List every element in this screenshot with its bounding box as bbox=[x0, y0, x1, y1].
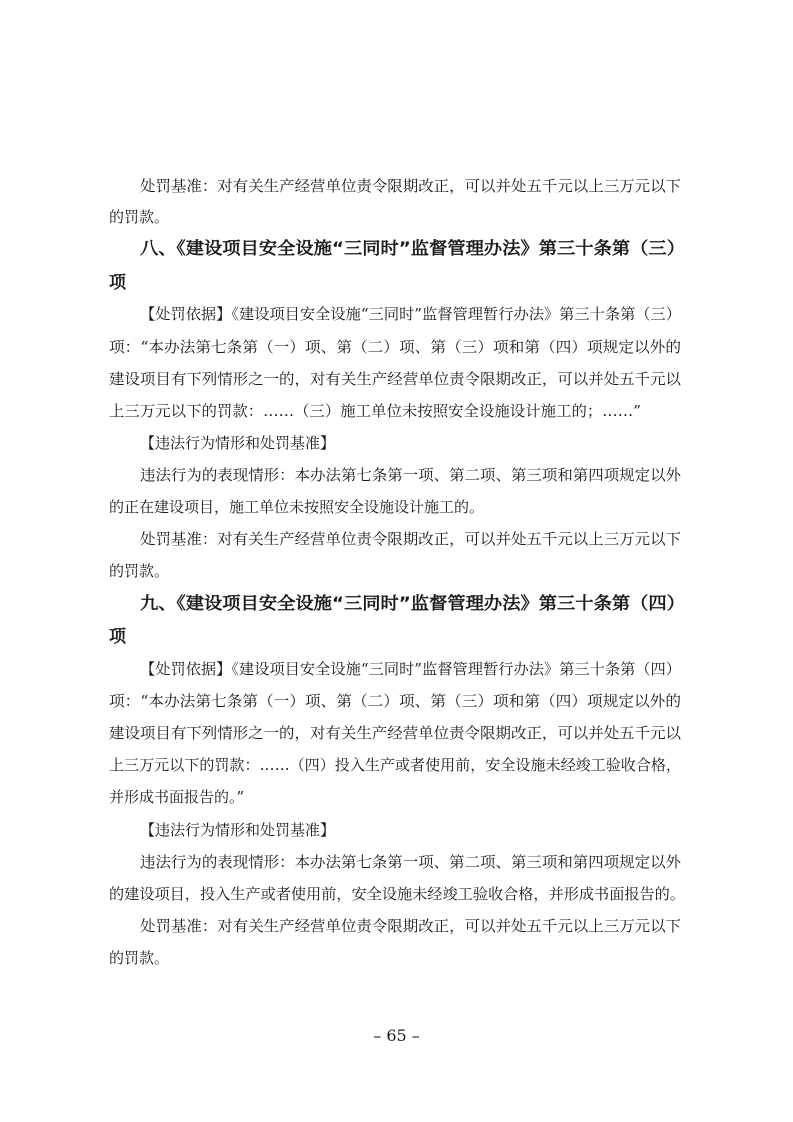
paragraph-line bbox=[0, 749, 793, 781]
paragraph-line bbox=[0, 201, 793, 233]
line-text: 违法行为的表现情形：本办法第七条第一项、第二项、第三项和第四项规定以外 bbox=[140, 466, 681, 484]
line-text: 【处罚依据】《建设项目安全设施“三同时”监督管理暂行办法》第三十条第（三） bbox=[140, 305, 681, 323]
line-text: 的正在建设项目，施工单位未按照安全设施设计施工的。 bbox=[109, 498, 485, 516]
paragraph-line bbox=[0, 555, 793, 587]
line-text: 项：“本办法第七条第（一）项、第（二）项、第（三）项和第（四）项规定以外的 bbox=[109, 692, 681, 710]
line-text: 并形成书面报告的。” bbox=[109, 788, 245, 806]
line-text: 处罚基准：对有关生产经营单位责令限期改正，可以并处五千元以上三万元以下 bbox=[140, 917, 681, 935]
line-text: 【处罚依据】《建设项目安全设施“三同时”监督管理暂行办法》第三十条第（四） bbox=[140, 660, 681, 678]
section-heading bbox=[0, 588, 793, 620]
section-heading-continuation bbox=[0, 621, 793, 653]
page-number: – 65 – bbox=[373, 1026, 420, 1045]
subsection-label bbox=[0, 427, 793, 459]
paragraph-line bbox=[0, 846, 793, 878]
line-text: 的罚款。 bbox=[109, 208, 170, 226]
paragraph-line bbox=[0, 878, 793, 910]
paragraph-line bbox=[0, 491, 793, 523]
paragraph-line bbox=[0, 781, 793, 813]
subsection-label bbox=[0, 814, 793, 846]
line-text: 上三万元以下的罚款：……（四）投入生产或者使用前，安全设施未经竣工验收合格， bbox=[109, 756, 681, 774]
paragraph-line bbox=[0, 523, 793, 555]
heading-text: 项 bbox=[109, 273, 126, 293]
paragraph-line bbox=[0, 363, 793, 395]
line-text: 处罚基准：对有关生产经营单位责令限期改正，可以并处五千元以上三万元以下 bbox=[140, 530, 681, 548]
section-heading bbox=[0, 233, 793, 265]
line-text: 违法行为的表现情形：本办法第七条第一项、第二项、第三项和第四项规定以外 bbox=[140, 853, 681, 871]
heading-text: 九、《建设项目安全设施“三同时”监督管理办法》第三十条第（四） bbox=[140, 594, 685, 614]
line-text: 的建设项目，投入生产或者使用前，安全设施未经竣工验收合格，并形成书面报告的。 bbox=[109, 885, 685, 903]
paragraph-line bbox=[0, 653, 793, 685]
paragraph-line bbox=[0, 395, 793, 427]
line-text: 【违法行为情形和处罚基准】 bbox=[140, 821, 336, 839]
line-text: 的罚款。 bbox=[109, 949, 170, 967]
line-text: 建设项目有下列情形之一的，对有关生产经营单位责令限期改正，可以并处五千元以 bbox=[109, 370, 681, 388]
line-text: 处罚基准：对有关生产经营单位责令限期改正，可以并处五千元以上三万元以下 bbox=[140, 177, 681, 195]
section-heading-continuation bbox=[0, 267, 793, 299]
paragraph-line bbox=[0, 331, 793, 363]
paragraph-line bbox=[0, 298, 793, 330]
heading-text: 八、《建设项目安全设施“三同时”监督管理办法》第三十条第（三） bbox=[140, 239, 685, 259]
line-text: 【违法行为情形和处罚基准】 bbox=[140, 434, 336, 452]
line-text: 建设项目有下列情形之一的，对有关生产经营单位责令限期改正，可以并处五千元以 bbox=[109, 724, 681, 742]
paragraph-line bbox=[0, 942, 793, 974]
line-text: 项：“本办法第七条第（一）项、第（二）项、第（三）项和第（四）项规定以外的 bbox=[109, 338, 681, 356]
paragraph-line bbox=[0, 685, 793, 717]
heading-text: 项 bbox=[109, 627, 126, 647]
paragraph-line bbox=[0, 459, 793, 491]
paragraph-line bbox=[0, 717, 793, 749]
paragraph-line bbox=[0, 910, 793, 942]
line-text: 的罚款。 bbox=[109, 562, 170, 580]
paragraph-line bbox=[0, 170, 793, 202]
line-text: 上三万元以下的罚款：……（三）施工单位未按照安全设施设计施工的；……” bbox=[109, 402, 641, 420]
